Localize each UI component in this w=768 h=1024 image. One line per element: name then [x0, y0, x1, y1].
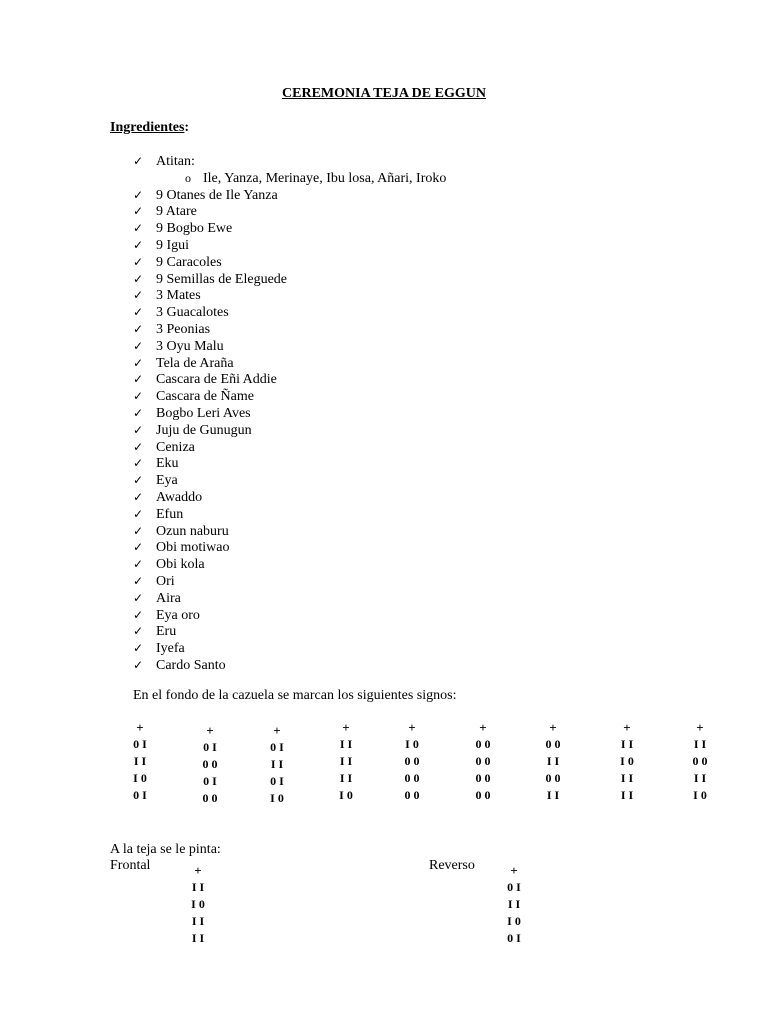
- signs-row: [0, 719, 768, 809]
- ingredient-text: Eya: [156, 473, 178, 489]
- ingredient-item: [133, 388, 287, 405]
- ingredient-text: 3 Peonias: [156, 321, 211, 337]
- ingredient-item: [133, 439, 287, 456]
- ingredient-text: 9 Igui: [156, 237, 190, 253]
- sign-line: 0 I: [133, 788, 147, 802]
- odu-sign: [680, 719, 720, 804]
- ingredient-text: Cardo Santo: [156, 657, 226, 673]
- ingredient-item: [133, 355, 287, 372]
- ingredient-item: [133, 573, 287, 590]
- checkmark-icon: ✓: [133, 624, 144, 639]
- checkmark-icon: ✓: [133, 607, 144, 622]
- ingredients-heading-text: Ingredientes: [110, 120, 185, 135]
- plus-mark: +: [510, 863, 518, 878]
- checkmark-icon: ✓: [133, 154, 144, 168]
- ingredient-item: [133, 623, 287, 640]
- signs-intro: En el fondo de la cazuela se marcan los siguientes signos:: [133, 688, 457, 703]
- plus-mark: +: [549, 720, 557, 735]
- ingredient-text: 9 Semillas de Eleguede: [156, 271, 288, 287]
- odu-sign: [463, 719, 503, 804]
- ingredient-item: [133, 187, 287, 204]
- ingredient-text: 3 Guacalotes: [156, 305, 229, 321]
- sign-line: 0 0: [404, 771, 420, 785]
- checkmark-icon: ✓: [133, 321, 144, 336]
- ingredient-text: 3 Mates: [156, 288, 201, 304]
- ingredients-heading: [110, 120, 189, 136]
- sign-line: I I: [693, 771, 707, 785]
- plus-mark: +: [623, 720, 631, 735]
- pinta-text: A la teja se le pinta:: [110, 842, 221, 857]
- plus-mark: +: [408, 720, 416, 735]
- ingredient-item: [133, 657, 287, 674]
- ingredient-text: Eya oro: [156, 607, 200, 623]
- checkmark-icon: ✓: [133, 657, 144, 672]
- sign-line: 0 0: [202, 757, 218, 771]
- ingredient-item: [133, 237, 287, 254]
- ingredient-text: Ori: [156, 573, 175, 589]
- odu-sign: [120, 719, 160, 804]
- ingredient-text: Cascara de Eñi Addie: [156, 372, 277, 388]
- sign-line: I 0: [133, 771, 147, 785]
- sign-line: I I: [339, 737, 353, 751]
- sign-line: 0 0: [404, 754, 420, 768]
- checkmark-icon: ✓: [133, 187, 144, 202]
- sign-line: I I: [191, 880, 205, 894]
- ingredient-item: [133, 607, 287, 624]
- sign-line: I I: [507, 897, 521, 911]
- checkmark-icon: ✓: [133, 288, 144, 303]
- ingredient-text: Obi motiwao: [156, 540, 230, 556]
- ingredient-text: Juju de Gunugun: [156, 422, 252, 438]
- circle-bullet-icon: o: [185, 171, 191, 185]
- sign-line: I I: [620, 737, 634, 751]
- sign-line: I I: [546, 788, 560, 802]
- sign-line: I I: [270, 757, 284, 771]
- checkmark-icon: ✓: [133, 355, 144, 370]
- ingredient-item: [133, 338, 287, 355]
- sign-line: I I: [546, 754, 560, 768]
- ingredient-text: Ceniza: [156, 439, 195, 455]
- sign-line: I 0: [191, 897, 205, 911]
- ingredient-item: [133, 590, 287, 607]
- sign-line: 0 0: [475, 771, 491, 785]
- sign-line: 0 0: [545, 737, 561, 751]
- sign-line: 0 I: [507, 880, 521, 894]
- ingredient-text: Atitan:: [156, 154, 195, 169]
- plus-mark: +: [136, 720, 144, 735]
- sign-line: I I: [191, 931, 205, 945]
- ingredient-item: [133, 287, 287, 304]
- checkmark-icon: ✓: [133, 506, 144, 521]
- sign-line: 0 I: [270, 774, 284, 788]
- sign-line: 0 0: [545, 771, 561, 785]
- sign-line: 0 0: [475, 788, 491, 802]
- ingredient-text: 9 Caracoles: [156, 254, 222, 270]
- checkmark-icon: ✓: [133, 254, 144, 269]
- ingredient-text: Eku: [156, 456, 179, 472]
- ingredient-text: 9 Bogbo Ewe: [156, 221, 233, 237]
- checkmark-icon: ✓: [133, 523, 144, 538]
- ingredient-item: [133, 640, 287, 657]
- ingredient-text: Ozun naburu: [156, 523, 229, 539]
- ingredient-text: Cascara de Ñame: [156, 389, 254, 405]
- checkmark-icon: ✓: [133, 439, 144, 454]
- frontal-sign: [178, 862, 218, 947]
- ingredient-text: Tela de Araña: [156, 355, 234, 371]
- plus-mark: +: [479, 720, 487, 735]
- plus-mark: +: [342, 720, 350, 735]
- ingredient-item: [133, 506, 287, 523]
- ingredient-item: [133, 455, 287, 472]
- ingredient-item: [133, 254, 287, 271]
- sign-line: I 0: [270, 791, 284, 805]
- sign-line: I I: [339, 754, 353, 768]
- plus-mark: +: [696, 720, 704, 735]
- sign-line: 0 I: [203, 740, 217, 754]
- checkmark-icon: ✓: [133, 405, 144, 420]
- sign-line: 0 I: [133, 737, 147, 751]
- checkmark-icon: ✓: [133, 557, 144, 572]
- checkmark-icon: ✓: [133, 473, 144, 488]
- sign-line: 0 I: [507, 931, 521, 945]
- checkmark-icon: ✓: [133, 271, 144, 286]
- ingredient-item: [133, 203, 287, 220]
- sign-line: I 0: [693, 788, 707, 802]
- sign-line: 0 0: [692, 754, 708, 768]
- sign-line: I 0: [405, 737, 419, 751]
- sign-line: I I: [620, 771, 634, 785]
- ingredient-item: [133, 539, 287, 556]
- ingredient-item: [133, 371, 287, 388]
- sign-line: 0 0: [202, 791, 218, 805]
- checkmark-icon: ✓: [133, 456, 144, 471]
- sign-line: 0 I: [270, 740, 284, 754]
- ingredient-text: Efun: [156, 506, 184, 522]
- ingredient-text: 9 Otanes de Ile Yanza: [156, 187, 278, 203]
- plus-mark: +: [206, 723, 214, 738]
- ingredients-heading-colon: :: [184, 120, 190, 135]
- atitan-sub-text: Ile, Yanza, Merinaye, Ibu losa, Añari, Iroko: [203, 171, 447, 186]
- checkmark-icon: ✓: [133, 221, 144, 236]
- ingredient-item: [133, 523, 287, 540]
- sign-line: I I: [191, 914, 205, 928]
- checkmark-icon: ✓: [133, 372, 144, 387]
- ingredient-text: Obi kola: [156, 557, 205, 573]
- ingredient-item: [133, 153, 287, 170]
- ingredient-item: [133, 422, 287, 439]
- odu-sign: [607, 719, 647, 804]
- odu-sign: [190, 722, 230, 807]
- sign-line: 0 0: [404, 788, 420, 802]
- odu-sign: [326, 719, 366, 804]
- checkmark-icon: ✓: [133, 338, 144, 353]
- atitan-sublist-item: [185, 170, 446, 187]
- page-title: CEREMONIA TEJA DE EGGUN: [282, 86, 486, 101]
- sign-line: 0 0: [475, 737, 491, 751]
- sign-line: I I: [693, 737, 707, 751]
- ingredient-text: Iyefa: [156, 641, 185, 657]
- checkmark-icon: ✓: [133, 305, 144, 320]
- sign-line: 0 0: [475, 754, 491, 768]
- ingredients-list: [133, 153, 287, 674]
- ingredient-text: Aira: [156, 590, 181, 606]
- ingredient-item: [133, 472, 287, 489]
- ingredient-item: [133, 556, 287, 573]
- checkmark-icon: ✓: [133, 204, 144, 219]
- ingredient-item: [133, 220, 287, 237]
- sign-line: I 0: [620, 754, 634, 768]
- ingredient-text: Awaddo: [156, 489, 203, 505]
- checkmark-icon: ✓: [133, 540, 144, 555]
- odu-sign: [533, 719, 573, 804]
- sign-line: I 0: [507, 914, 521, 928]
- plus-mark: +: [273, 723, 281, 738]
- ingredient-item: [133, 321, 287, 338]
- ingredient-text: 3 Oyu Malu: [156, 338, 224, 354]
- ingredient-text: Bogbo Leri Aves: [156, 405, 251, 421]
- ingredient-item: [133, 405, 287, 422]
- odu-sign: [392, 719, 432, 804]
- reverso-label: Reverso: [429, 858, 475, 873]
- sign-line: I I: [620, 788, 634, 802]
- ingredient-text: 9 Atare: [156, 204, 197, 220]
- checkmark-icon: ✓: [133, 641, 144, 656]
- sign-line: I 0: [339, 788, 353, 802]
- ingredient-item: [133, 489, 287, 506]
- reverso-sign: [494, 862, 534, 947]
- sign-line: 0 I: [203, 774, 217, 788]
- ingredient-item: [133, 271, 287, 288]
- odu-sign: [257, 722, 297, 807]
- ingredient-item: [133, 304, 287, 321]
- ingredient-text: Eru: [156, 624, 177, 640]
- plus-mark: +: [194, 863, 202, 878]
- checkmark-icon: ✓: [133, 422, 144, 437]
- checkmark-icon: ✓: [133, 389, 144, 404]
- checkmark-icon: ✓: [133, 489, 144, 504]
- frontal-label: Frontal: [110, 858, 151, 873]
- checkmark-icon: ✓: [133, 237, 144, 252]
- sign-line: I I: [339, 771, 353, 785]
- checkmark-icon: ✓: [133, 573, 144, 588]
- sign-line: I I: [133, 754, 147, 768]
- checkmark-icon: ✓: [133, 590, 144, 605]
